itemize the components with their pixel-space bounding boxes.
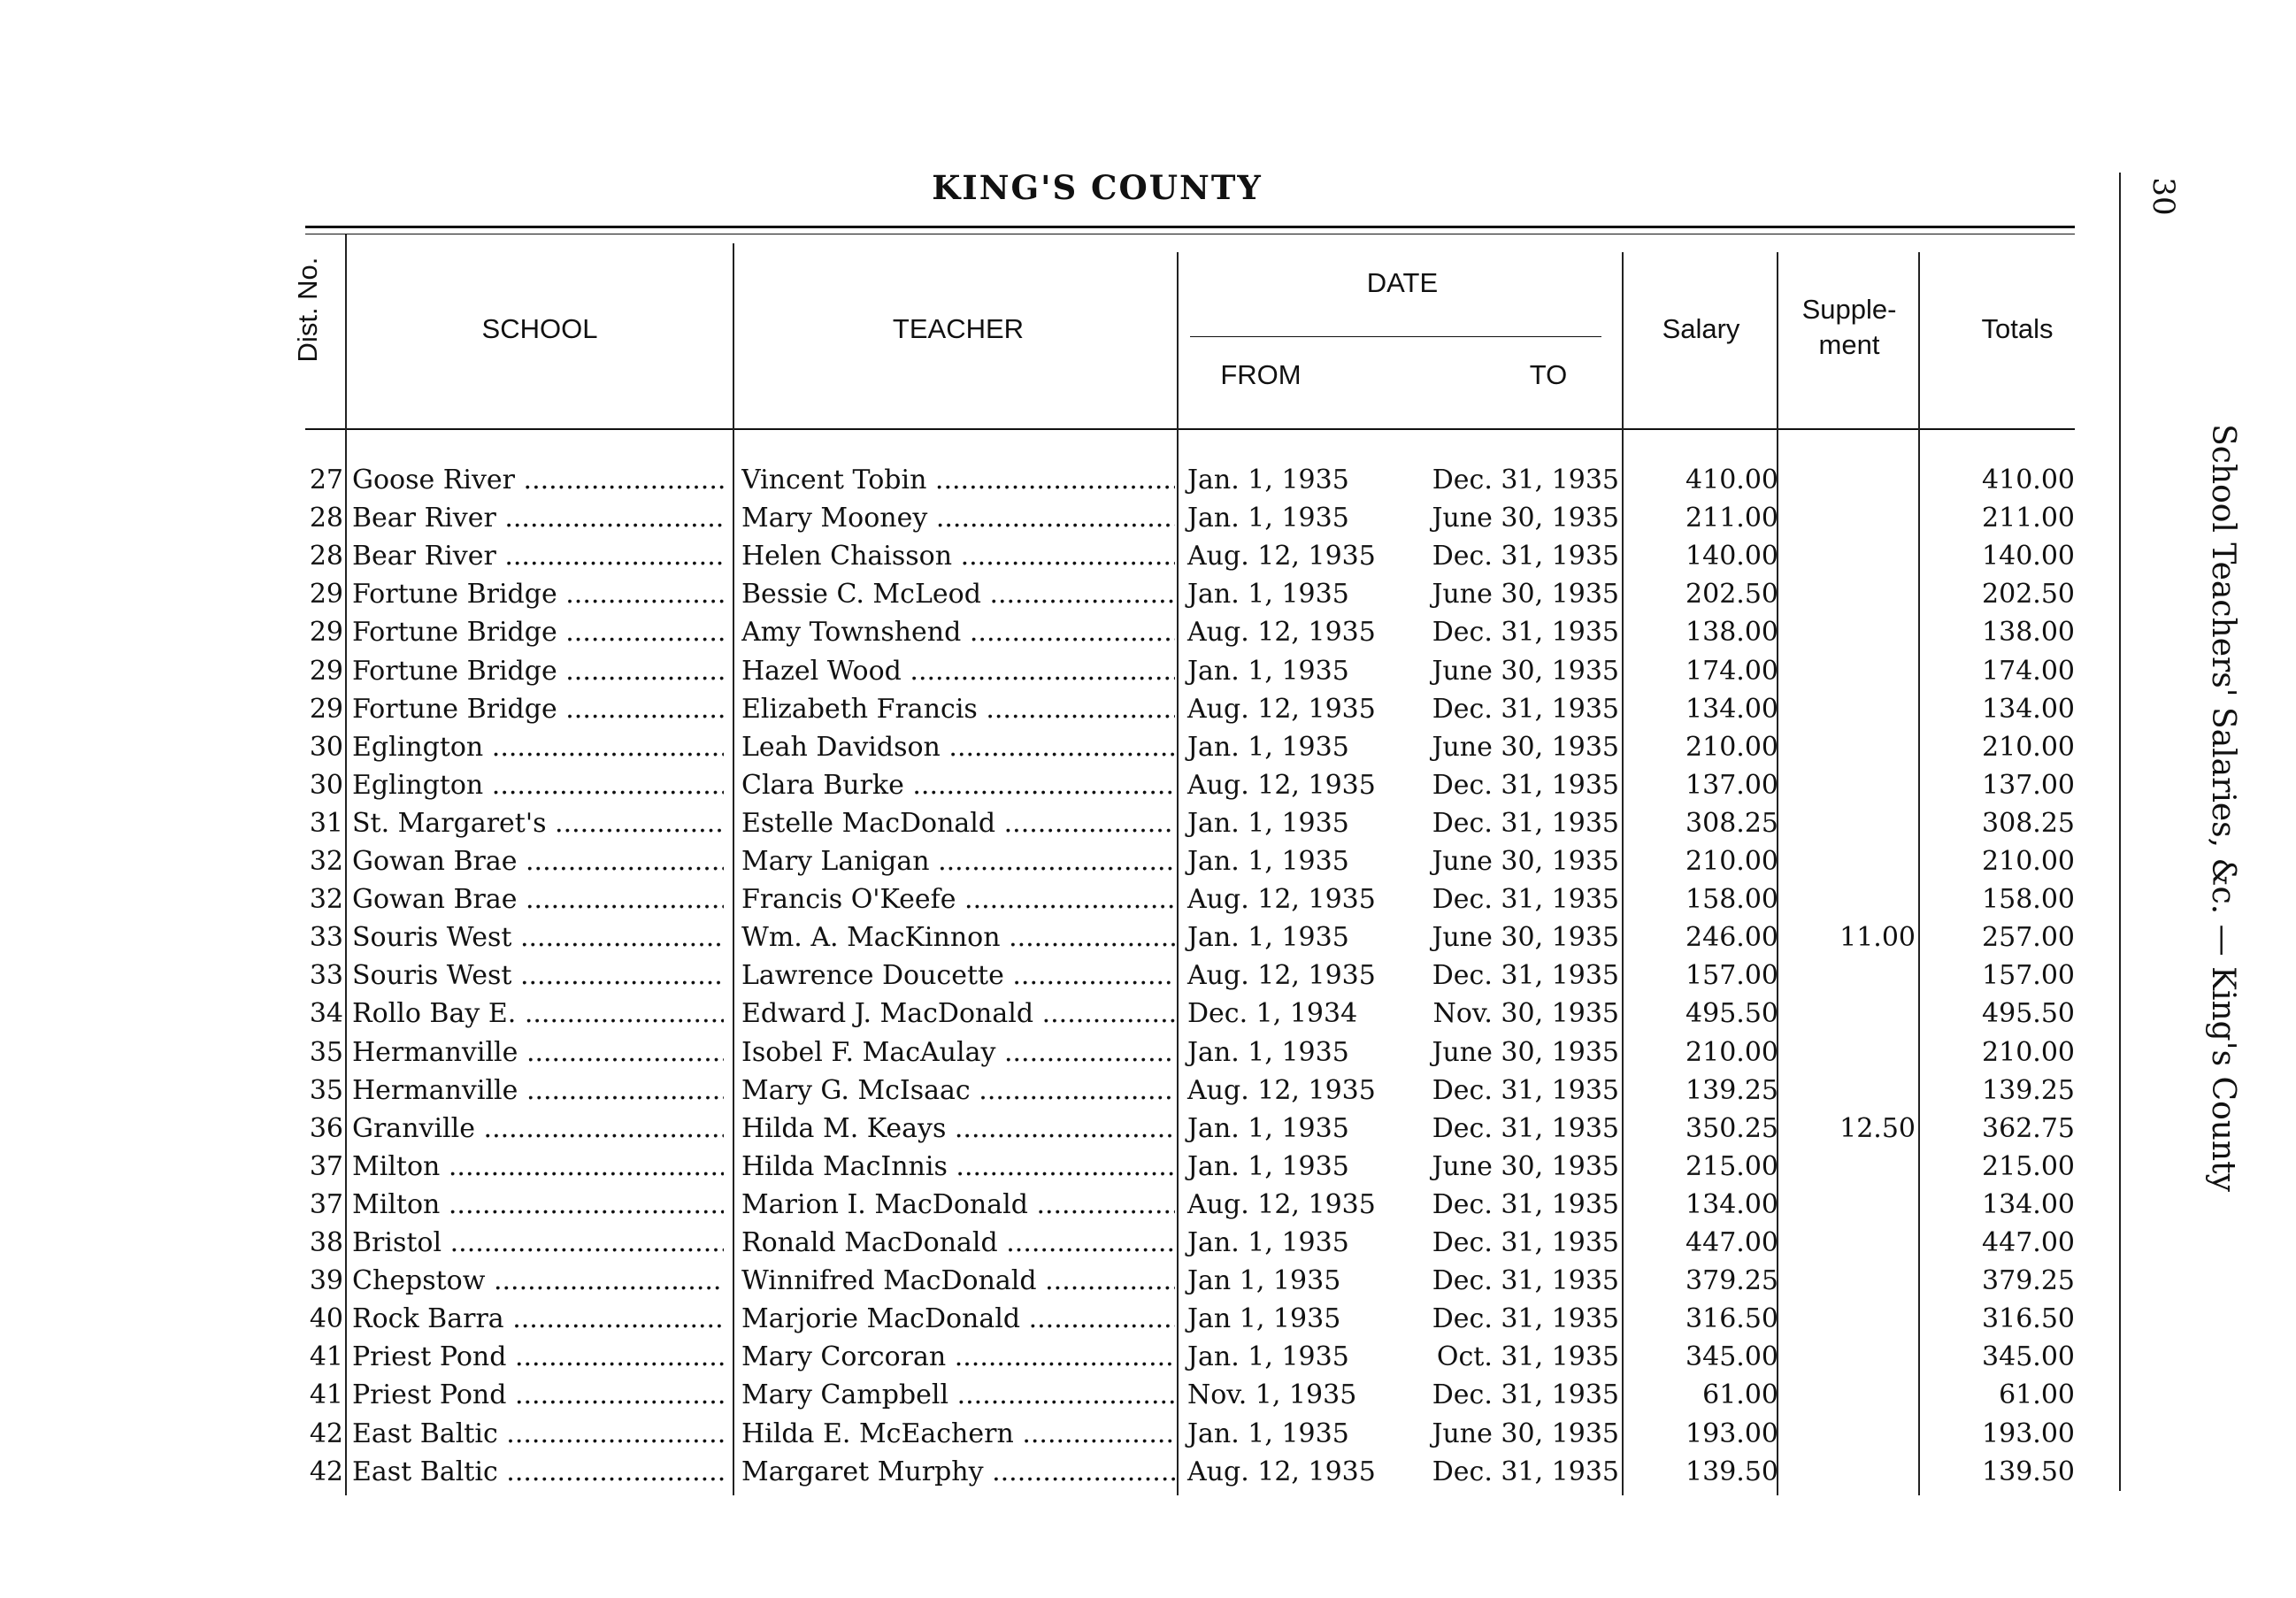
date-to-cell: June 30, 1935	[1432, 922, 1619, 954]
page-number: 30	[2146, 177, 2181, 216]
teacher-cell: Ronald MacDonald .....	[741, 1227, 1175, 1258]
total-cell: 362.75	[1982, 1112, 2075, 1144]
salary-cell: 495.50	[1686, 998, 1778, 1030]
date-to-cell: June 30, 1935	[1432, 731, 1619, 763]
school-cell: Bristol .....	[352, 1227, 724, 1258]
salary-cell: 139.50	[1686, 1456, 1778, 1487]
total-cell: 495.50	[1982, 998, 2075, 1030]
dist-no-cell: 30	[309, 769, 343, 801]
teacher-cell: Isobel F. MacAulay .....	[741, 1037, 1175, 1068]
dist-no-cell: 33	[309, 960, 343, 992]
date-to-cell: June 30, 1935	[1432, 1150, 1619, 1182]
school-cell: Milton .....	[352, 1189, 724, 1220]
salary-cell: 316.50	[1686, 1303, 1778, 1335]
table-row	[0, 884, 2296, 922]
school-cell: Fortune Bridge .....	[352, 656, 724, 687]
school-cell: Souris West .....	[352, 922, 724, 953]
total-cell: 139.50	[1982, 1456, 2075, 1487]
date-from-cell: Jan. 1, 1935	[1187, 1112, 1349, 1144]
teacher-cell: Marion I. MacDonald .....	[741, 1189, 1175, 1220]
top-rule-thick	[305, 226, 2075, 228]
salary-cell: 134.00	[1686, 1188, 1778, 1220]
teacher-cell: Francis O'Keefe .....	[741, 884, 1175, 915]
total-cell: 345.00	[1982, 1341, 2075, 1373]
salary-cell: 210.00	[1686, 731, 1778, 763]
salary-cell: 210.00	[1686, 846, 1778, 877]
supplement-header-line-1: Supple-	[1801, 294, 1897, 325]
teacher-cell: Wm. A. MacKinnon .....	[741, 922, 1175, 953]
school-cell: East Baltic .....	[352, 1418, 724, 1449]
totals-header: Totals	[1981, 313, 2054, 344]
school-cell: Souris West .....	[352, 960, 724, 991]
school-cell: Eglington .....	[352, 770, 724, 801]
date-to-cell: June 30, 1935	[1432, 503, 1619, 534]
dist-no-cell: 32	[309, 884, 343, 916]
table-row	[0, 694, 2296, 732]
salary-cell: 137.00	[1686, 769, 1778, 801]
date-from-cell: Aug. 12, 1935	[1187, 1456, 1376, 1487]
dist-no-cell: 42	[309, 1417, 343, 1449]
total-cell: 308.25	[1982, 807, 2075, 839]
date-to-cell: Dec. 31, 1935	[1432, 960, 1619, 992]
salary-cell: 158.00	[1686, 884, 1778, 916]
dist-no-cell: 39	[309, 1265, 343, 1297]
date-from-cell: Jan. 1, 1935	[1187, 1227, 1349, 1258]
date-to-cell: June 30, 1935	[1432, 579, 1619, 611]
dist-no-cell: 41	[309, 1341, 343, 1373]
date-to-cell: Dec. 31, 1935	[1432, 1303, 1619, 1335]
total-cell: 410.00	[1982, 465, 2075, 496]
table-row	[0, 1379, 2296, 1417]
table-row	[0, 1227, 2296, 1265]
date-header: DATE	[1366, 267, 1439, 298]
total-cell: 210.00	[1982, 731, 2075, 763]
teacher-cell: Clara Burke .....	[741, 770, 1175, 801]
teacher-cell: Hazel Wood .....	[741, 656, 1175, 687]
dist-no-cell: 42	[309, 1456, 343, 1487]
date-from-cell: Jan. 1, 1935	[1187, 579, 1349, 611]
school-cell: Fortune Bridge .....	[352, 579, 724, 610]
dist-no-cell: 35	[309, 1036, 343, 1068]
salary-cell: 210.00	[1686, 1036, 1778, 1068]
teacher-cell: Mary Corcoran .....	[741, 1341, 1175, 1372]
table-row	[0, 960, 2296, 998]
supplement-cell: 12.50	[1839, 1112, 1916, 1144]
date-from-cell: Jan. 1, 1935	[1187, 1036, 1349, 1068]
date-from-cell: Aug. 12, 1935	[1187, 693, 1376, 725]
salary-cell: 308.25	[1686, 807, 1778, 839]
table-row	[0, 1113, 2296, 1151]
date-from-cell: Aug. 12, 1935	[1187, 960, 1376, 992]
table-row	[0, 503, 2296, 541]
teacher-cell: Helen Chaisson .....	[741, 541, 1175, 572]
teacher-cell: Bessie C. McLeod .....	[741, 579, 1175, 610]
teacher-header: TEACHER	[892, 313, 1025, 344]
table-row	[0, 998, 2296, 1036]
date-from-cell: Aug. 12, 1935	[1187, 1074, 1376, 1106]
teacher-cell: Mary Lanigan .....	[741, 846, 1175, 877]
to-header: TO	[1529, 359, 1568, 390]
dist-no-cell: 27	[309, 465, 343, 496]
table-row	[0, 1189, 2296, 1227]
school-cell: Chepstow .....	[352, 1265, 724, 1296]
teacher-cell: Hilda MacInnis .....	[741, 1151, 1175, 1182]
school-cell: Rollo Bay E. .....	[352, 998, 724, 1029]
total-cell: 174.00	[1982, 655, 2075, 687]
school-cell: Gowan Brae .....	[352, 884, 724, 915]
date-to-cell: Dec. 31, 1935	[1432, 1265, 1619, 1297]
school-cell: Rock Barra .....	[352, 1303, 724, 1334]
date-to-cell: June 30, 1935	[1432, 1036, 1619, 1068]
date-to-cell: Dec. 31, 1935	[1432, 465, 1619, 496]
table-row	[0, 1037, 2296, 1075]
school-cell: East Baltic .....	[352, 1456, 724, 1487]
table-row	[0, 846, 2296, 884]
teacher-cell: Elizabeth Francis .....	[741, 694, 1175, 725]
salary-cell: 202.50	[1686, 579, 1778, 611]
date-to-cell: Dec. 31, 1935	[1432, 1188, 1619, 1220]
teacher-cell: Leah Davidson .....	[741, 732, 1175, 763]
school-cell: Priest Pond .....	[352, 1341, 724, 1372]
date-to-cell: Dec. 31, 1935	[1432, 884, 1619, 916]
teacher-cell: Lawrence Doucette .....	[741, 960, 1175, 991]
table-row	[0, 1456, 2296, 1494]
school-cell: Hermanville .....	[352, 1037, 724, 1068]
table-row	[0, 1075, 2296, 1113]
date-to-cell: Dec. 31, 1935	[1432, 807, 1619, 839]
dist-no-cell: 35	[309, 1074, 343, 1106]
total-cell: 134.00	[1982, 693, 2075, 725]
date-to-cell: Dec. 31, 1935	[1432, 1074, 1619, 1106]
date-to-cell: June 30, 1935	[1432, 1417, 1619, 1449]
dist-no-cell: 28	[309, 541, 343, 572]
salary-cell: 139.25	[1686, 1074, 1778, 1106]
page-title: KING'S COUNTY	[932, 168, 1263, 207]
running-side-title: School Teachers' Salaries, &c. — King's County	[2205, 424, 2241, 1192]
date-from-cell: Nov. 1, 1935	[1187, 1379, 1357, 1411]
dist-no-cell: 32	[309, 846, 343, 877]
date-to-cell: Dec. 31, 1935	[1432, 1456, 1619, 1487]
date-from-cell: Aug. 12, 1935	[1187, 884, 1376, 916]
school-cell: Bear River .....	[352, 541, 724, 572]
school-cell: Fortune Bridge .....	[352, 617, 724, 648]
school-cell: Priest Pond .....	[352, 1379, 724, 1410]
table-row	[0, 1303, 2296, 1341]
salary-cell: 174.00	[1686, 655, 1778, 687]
dist-no-cell: 31	[309, 807, 343, 839]
teacher-cell: Winnifred MacDonald .....	[741, 1265, 1175, 1296]
school-cell: Hermanville .....	[352, 1075, 724, 1106]
salary-cell: 134.00	[1686, 693, 1778, 725]
date-to-cell: Dec. 31, 1935	[1432, 693, 1619, 725]
salary-cell: 410.00	[1686, 465, 1778, 496]
date-to-cell: Nov. 30, 1935	[1432, 998, 1619, 1030]
date-to-cell: Dec. 31, 1935	[1432, 1227, 1619, 1258]
date-from-cell: Aug. 12, 1935	[1187, 617, 1376, 649]
date-from-cell: Aug. 12, 1935	[1187, 769, 1376, 801]
table-row	[0, 1341, 2296, 1379]
dist-no-cell: 29	[309, 655, 343, 687]
date-from-cell: Jan. 1, 1935	[1187, 1150, 1349, 1182]
school-cell: Milton .....	[352, 1151, 724, 1182]
total-cell: 193.00	[1982, 1417, 2075, 1449]
salary-cell: 61.00	[1702, 1379, 1778, 1411]
total-cell: 134.00	[1982, 1188, 2075, 1220]
date-from-cell: Jan. 1, 1935	[1187, 846, 1349, 877]
date-from-cell: Jan. 1, 1935	[1187, 922, 1349, 954]
total-cell: 211.00	[1982, 503, 2075, 534]
teacher-cell: Mary Mooney .....	[741, 503, 1175, 534]
dist-no-cell: 37	[309, 1188, 343, 1220]
teacher-cell: Amy Townshend .....	[741, 617, 1175, 648]
school-cell: Fortune Bridge .....	[352, 694, 724, 725]
dist-no-cell: 28	[309, 503, 343, 534]
date-to-cell: Dec. 31, 1935	[1432, 769, 1619, 801]
date-from-cell: Jan. 1, 1935	[1187, 655, 1349, 687]
date-divider-rule	[1190, 336, 1601, 337]
date-to-cell: June 30, 1935	[1432, 846, 1619, 877]
dist-no-cell: 38	[309, 1227, 343, 1258]
date-from-cell: Jan 1, 1935	[1187, 1303, 1341, 1335]
teacher-cell: Hilda M. Keays .....	[741, 1113, 1175, 1144]
table-row	[0, 617, 2296, 655]
salary-cell: 193.00	[1686, 1417, 1778, 1449]
salary-cell: 447.00	[1686, 1227, 1778, 1258]
table-row	[0, 922, 2296, 960]
total-cell: 202.50	[1982, 579, 2075, 611]
table-row	[0, 1151, 2296, 1189]
school-cell: Gowan Brae .....	[352, 846, 724, 877]
header-bottom-rule	[305, 428, 2075, 430]
teacher-cell: Mary Campbell .....	[741, 1379, 1175, 1410]
total-cell: 210.00	[1982, 846, 2075, 877]
table-row	[0, 770, 2296, 808]
from-header: FROM	[1220, 359, 1302, 390]
salary-cell: 140.00	[1686, 541, 1778, 572]
table-row	[0, 808, 2296, 846]
teacher-cell: Hilda E. McEachern .....	[741, 1418, 1175, 1449]
salary-cell: 211.00	[1686, 503, 1778, 534]
date-from-cell: Jan. 1, 1935	[1187, 1417, 1349, 1449]
date-from-cell: Jan. 1, 1935	[1187, 503, 1349, 534]
school-cell: St. Margaret's .....	[352, 808, 724, 839]
table-row	[0, 656, 2296, 694]
salary-cell: 157.00	[1686, 960, 1778, 992]
salary-cell: 215.00	[1686, 1150, 1778, 1182]
date-from-cell: Aug. 12, 1935	[1187, 1188, 1376, 1220]
date-to-cell: Dec. 31, 1935	[1432, 1112, 1619, 1144]
teacher-cell: Edward J. MacDonald .....	[741, 998, 1175, 1029]
dist-no-cell: 37	[309, 1150, 343, 1182]
dist-no-header: Dist. No.	[292, 257, 323, 363]
salary-cell: 246.00	[1686, 922, 1778, 954]
salary-cell: 379.25	[1686, 1265, 1778, 1297]
dist-no-cell: 29	[309, 693, 343, 725]
total-cell: 215.00	[1982, 1150, 2075, 1182]
dist-no-cell: 41	[309, 1379, 343, 1411]
table-row	[0, 1418, 2296, 1456]
dist-no-cell: 40	[309, 1303, 343, 1335]
dist-no-cell: 33	[309, 922, 343, 954]
date-to-cell: Dec. 31, 1935	[1432, 617, 1619, 649]
school-cell: Granville .....	[352, 1113, 724, 1144]
table-row	[0, 541, 2296, 579]
date-from-cell: Jan. 1, 1935	[1187, 731, 1349, 763]
supplement-header-line-2: ment	[1818, 329, 1880, 360]
date-to-cell: Oct. 31, 1935	[1436, 1341, 1619, 1373]
total-cell: 379.25	[1982, 1265, 2075, 1297]
supplement-header	[1778, 292, 1920, 363]
date-to-cell: June 30, 1935	[1432, 655, 1619, 687]
table-row	[0, 732, 2296, 770]
dist-no-cell: 29	[309, 579, 343, 611]
dist-no-cell: 34	[309, 998, 343, 1030]
date-from-cell: Jan. 1, 1935	[1187, 1341, 1349, 1373]
supplement-cell: 11.00	[1839, 922, 1916, 954]
date-from-cell: Dec. 1, 1934	[1187, 998, 1358, 1030]
teacher-cell: Vincent Tobin .....	[741, 465, 1175, 496]
salary-cell: 345.00	[1686, 1341, 1778, 1373]
teacher-cell: Mary G. McIsaac .....	[741, 1075, 1175, 1106]
date-to-cell: Dec. 31, 1935	[1432, 1379, 1619, 1411]
salary-cell: 350.25	[1686, 1112, 1778, 1144]
table-row	[0, 465, 2296, 503]
table-row	[0, 1265, 2296, 1303]
total-cell: 139.25	[1982, 1074, 2075, 1106]
dist-no-cell: 30	[309, 731, 343, 763]
dist-no-cell: 36	[309, 1112, 343, 1144]
teacher-cell: Margaret Murphy .....	[741, 1456, 1175, 1487]
date-from-cell: Jan. 1, 1935	[1187, 807, 1349, 839]
total-cell: 138.00	[1982, 617, 2075, 649]
date-from-cell: Aug. 12, 1935	[1187, 541, 1376, 572]
total-cell: 140.00	[1982, 541, 2075, 572]
total-cell: 61.00	[1999, 1379, 2075, 1411]
total-cell: 257.00	[1982, 922, 2075, 954]
date-from-cell: Jan 1, 1935	[1187, 1265, 1341, 1297]
salary-header: Salary	[1662, 313, 1740, 344]
total-cell: 447.00	[1982, 1227, 2075, 1258]
teacher-cell: Estelle MacDonald .....	[741, 808, 1175, 839]
date-to-cell: Dec. 31, 1935	[1432, 541, 1619, 572]
school-cell: Bear River .....	[352, 503, 724, 534]
salary-cell: 138.00	[1686, 617, 1778, 649]
date-from-cell: Jan. 1, 1935	[1187, 465, 1349, 496]
total-cell: 210.00	[1982, 1036, 2075, 1068]
total-cell: 316.50	[1982, 1303, 2075, 1335]
total-cell: 137.00	[1982, 769, 2075, 801]
table-row	[0, 579, 2296, 617]
school-cell: Goose River .....	[352, 465, 724, 496]
total-cell: 157.00	[1982, 960, 2075, 992]
teacher-cell: Marjorie MacDonald .....	[741, 1303, 1175, 1334]
school-header: SCHOOL	[481, 313, 598, 344]
school-cell: Eglington .....	[352, 732, 724, 763]
dist-no-cell: 29	[309, 617, 343, 649]
total-cell: 158.00	[1982, 884, 2075, 916]
